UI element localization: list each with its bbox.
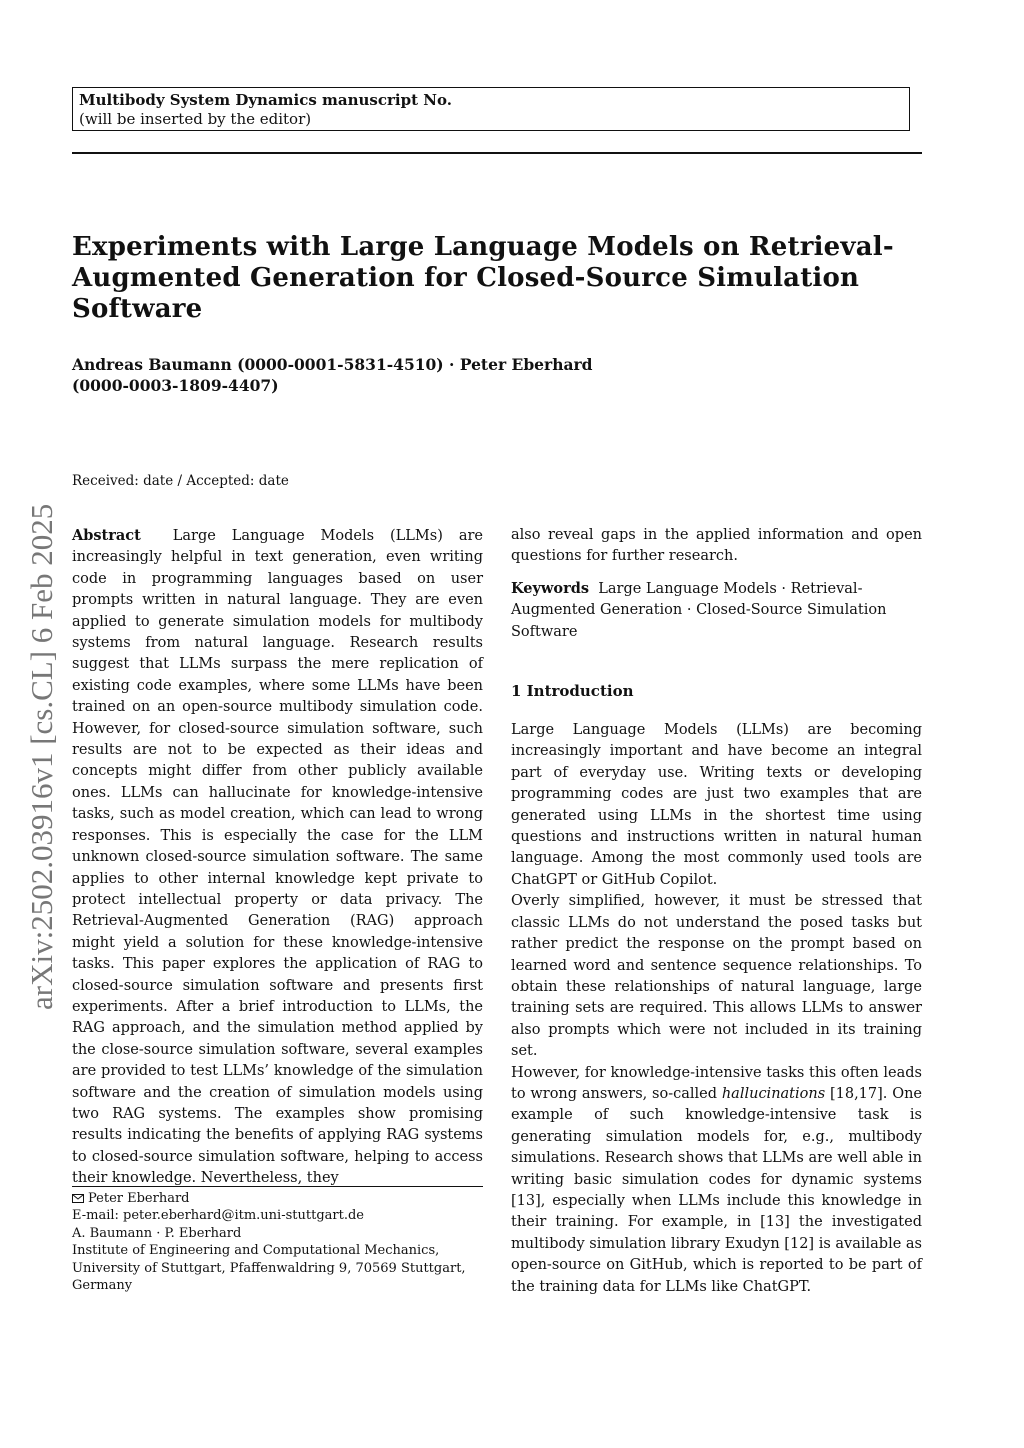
footnote-email: E-mail: peter.eberhard@itm.uni-stuttgart.de bbox=[72, 1208, 364, 1224]
intro-p3-emphasis: hallucinations bbox=[721, 1085, 826, 1102]
footnote-affiliation: Institute of Engineering and Computational Mechanics, University of Stuttgart, Pfaffenwaldring 9, 70569 Stuttgart, Germany bbox=[72, 1243, 466, 1294]
abstract-heading: Abstract bbox=[72, 527, 141, 544]
paper-title: Experiments with Large Language Models on Retrieval-Augmented Generation for Closed-Source Simulation Software bbox=[72, 232, 894, 324]
author-list bbox=[72, 354, 772, 396]
left-column bbox=[72, 525, 483, 1190]
author-line-2: (0000-0003-1809-4407) bbox=[72, 376, 279, 395]
footnote-rule bbox=[72, 1186, 483, 1187]
intro-p3-start: However, for knowledge-intensive tasks this often leads to wrong answers, so-called bbox=[511, 1064, 922, 1102]
received-accepted: Received: date / Accepted: date bbox=[72, 473, 289, 489]
abstract bbox=[72, 525, 483, 1190]
intro-p3-end: [18,17]. One example of such knowledge-intensive task is generating simulation models for, e.g., multibody simulations. Research shows that LLMs are well able in writing basic simulation codes for dynamic systems [13], especially when LLMs include this knowledge in their training. For example, in [13] the investigated multibody simulation library Exudyn [12] is available as open-source on GitHub, which is reported to be part of the training data for LLMs like ChatGPT. bbox=[511, 1085, 923, 1295]
keywords-text: Large Language Models · Retrieval-Augmented Generation · Closed-Source Simulation Software bbox=[511, 580, 887, 640]
abstract-continuation: also reveal gaps in the applied information and open questions for further research. bbox=[511, 527, 922, 565]
journal-note: (will be inserted by the editor) bbox=[79, 110, 312, 128]
abstract-text: Large Language Models (LLMs) are increasingly helpful in text generation, even writing code in programming languages based on user prompts written in natural language. They are even applied to generate simulation models for multibody systems from natural language. Research results suggest that LLMs surpass the mere replication of existing code examples, where some LLMs have been trained on an open-source multibody simulation code. However, for closed-source simulation software, such results are not to be expected as their ideas and concepts might differ from other publicly available ones. LLMs can hallucinate for knowledge-intensive tasks, such as model creation, which can lead to wrong responses. This is especially the case for the LLM unknown closed-source simulation software. The same applies to other internal knowledge kept private to protect intellectual property or data privacy. The Retrieval-Augmented Generation (RAG) approach might yield a solution for these knowledge-intensive tasks. This paper explores the application of RAG to closed-source simulation software and presents first experiments. After a brief introduction to LLMs, the RAG approach, and the simulation method applied by the close-source simulation software, several examples are provided to test LLMs’ knowledge of the simulation software and the creation of simulation models using two RAG systems. The examples show promising results indicating the benefits of applying RAG systems to closed-source simulation software, helping to access their knowledge. Nevertheless, they bbox=[72, 528, 484, 1187]
arxiv-stamp: arXiv:2502.03916v1 [cs.CL] 6 Feb 2025 bbox=[24, 503, 59, 1010]
envelope-icon bbox=[72, 1191, 84, 1200]
author-line-1: Andreas Baumann (0000-0001-5831-4510) · Peter Eberhard bbox=[72, 355, 593, 374]
header-rule bbox=[72, 152, 922, 154]
footnote-names: A. Baumann · P. Eberhard bbox=[72, 1225, 242, 1241]
intro-paragraph-3 bbox=[511, 1063, 922, 1298]
footnote-contact-name: Peter Eberhard bbox=[88, 1191, 190, 1206]
intro-paragraph-1: Large Language Models (LLMs) are becoming increasingly important and have become an integral part of everyday use. Writing texts or developing programming codes are just two examples that are generated using LLMs in the shortest time using questions and instructions written in natural human language. Among the most commonly used tools are ChatGPT or GitHub Copilot. bbox=[511, 722, 922, 888]
intro-paragraph-2: Overly simplified, however, it must be stressed that classic LLMs do not understand the posed tasks but rather predict the response on the prompt based on learned word and sentence sequence relationships. To obtain these relationships of natural language, large training sets are required. This allows LLMs to answer also prompts which were not included in its training set. bbox=[511, 893, 922, 1060]
journal-name: Multibody System Dynamics manuscript No. bbox=[79, 91, 452, 109]
footnote-contact bbox=[72, 1190, 483, 1207]
journal-header-box bbox=[72, 87, 910, 131]
footnote bbox=[72, 1190, 483, 1294]
section-heading-introduction: 1 Introduction bbox=[511, 682, 634, 701]
keywords-heading: Keywords bbox=[511, 579, 590, 597]
keywords bbox=[511, 578, 922, 643]
right-column bbox=[511, 525, 922, 1298]
